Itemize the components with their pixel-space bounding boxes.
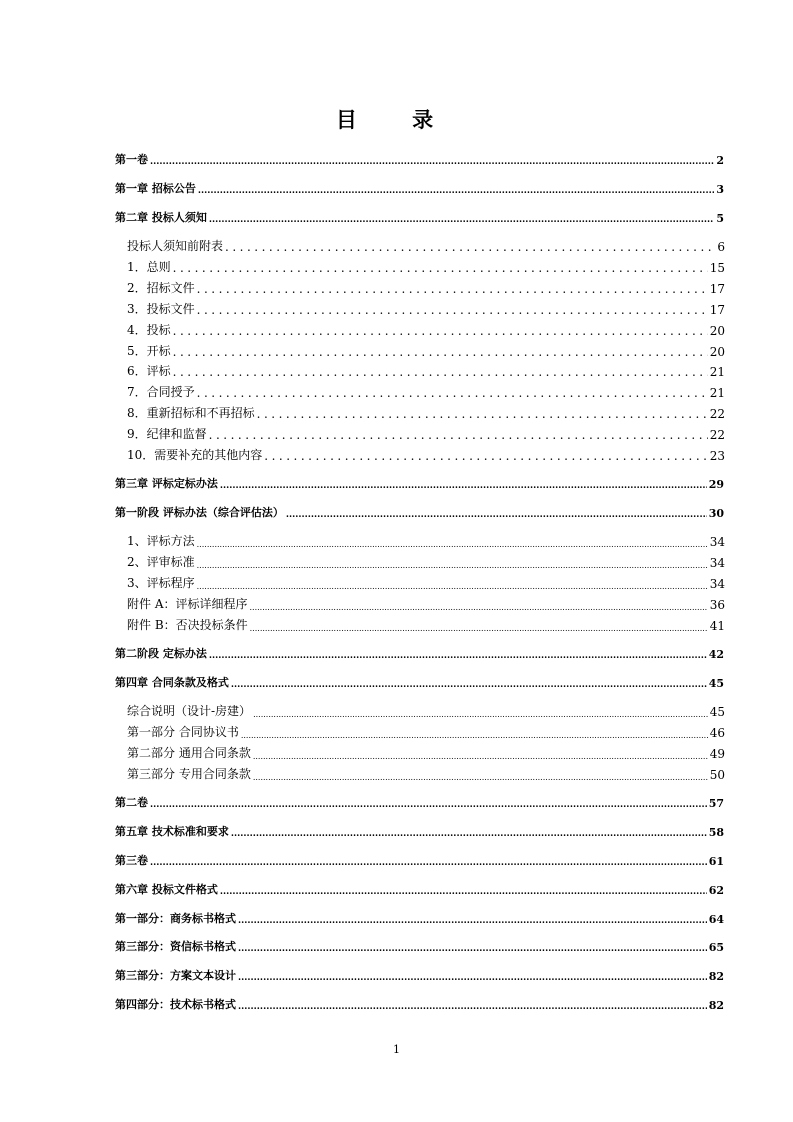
page-number: 1 [393,1043,400,1056]
dot-leader [238,973,707,983]
dot-leader [197,582,708,591]
dot-leader [209,651,707,661]
toc-entry-label: 第二章 投标人须知 [115,211,207,224]
dot-leader [257,407,708,421]
toc-entry-label: 2．招标文件 [127,281,195,295]
toc-entry-page: 2 [716,154,724,167]
toc-entry[interactable] [127,616,725,633]
toc-entry[interactable] [127,574,725,591]
toc-entry[interactable] [115,823,724,839]
toc-entry[interactable] [115,209,724,225]
dot-leader [209,428,708,442]
toc-entry-label: 投标人须知前附表 [127,239,224,253]
toc-entry-page: 21 [709,386,725,400]
toc-entry[interactable] [127,404,725,421]
dot-leader [238,1002,707,1012]
toc-entry-page: 22 [709,407,725,421]
toc-entry[interactable] [115,674,724,690]
toc-entry-page: 21 [709,365,725,379]
toc-entry[interactable] [115,794,724,810]
toc-entry-page: 20 [709,345,725,359]
dot-leader [253,752,708,761]
toc-entry[interactable] [127,532,725,549]
toc-entry[interactable] [127,300,725,317]
toc-entry-label: 第二阶段 定标办法 [115,647,207,660]
dot-leader [238,916,707,926]
toc-entry-label: 8．重新招标和不再招标 [127,406,255,420]
toc-entry-label: 第三章 评标定标办法 [115,477,218,490]
toc-entry-label: 10．需要补充的其他内容 [127,448,263,462]
toc-entry[interactable] [127,425,725,442]
toc-entry-label: 第四章 合同条款及格式 [115,676,229,689]
toc-entry[interactable] [115,151,724,167]
toc-title: 目 录 [335,107,458,132]
dot-leader [286,510,707,520]
toc-entry-label: 2、评审标准 [127,555,195,569]
toc-entry-page: 5 [716,212,724,225]
toc-entry[interactable] [127,723,725,740]
toc-entry-label: 第一阶段 评标办法（综合评估法） [115,506,284,519]
toc-entry[interactable] [127,744,725,761]
toc-entry-label: 第五章 技术标准和要求 [115,825,229,838]
dot-leader [209,215,715,225]
toc-entry-page: 15 [709,261,725,275]
toc-entry-label: 7．合同授予 [127,385,195,399]
toc-entry[interactable] [115,967,724,983]
toc-entry-page: 34 [709,577,725,591]
toc-entry[interactable] [115,910,724,926]
dot-leader [231,680,707,690]
toc-entry[interactable] [127,279,725,296]
toc-entry[interactable] [127,765,725,782]
toc-entry-page: 82 [708,970,724,983]
toc-entry-page: 41 [709,619,725,633]
toc-entry-label: 第六章 投标文件格式 [115,883,218,896]
dot-leader [150,858,707,868]
toc-entry-page: 34 [709,535,725,549]
toc-entry-page: 17 [709,282,725,296]
dot-leader [150,800,707,810]
toc-entry-page: 34 [709,556,725,570]
toc-entry-label: 第一部分：商务标书格式 [115,912,236,925]
toc-entry-page: 50 [709,768,725,782]
toc-entry-label: 第二部分 通用合同条款 [127,746,251,760]
toc-entry-page: 58 [708,826,724,839]
toc-entry-label: 6．评标 [127,364,171,378]
toc-entry-page: 22 [709,428,725,442]
toc-entry[interactable] [127,595,725,612]
toc-entry-label: 5．开标 [127,344,171,358]
toc-entry-label: 附件 A：评标详细程序 [127,597,248,611]
toc-entry-page: 36 [709,598,725,612]
toc-entry-page: 3 [716,183,724,196]
toc-entry-page: 20 [709,324,725,338]
dot-leader [173,324,708,338]
toc-entry-label: 第三卷 [115,854,148,867]
dot-leader [197,282,708,296]
toc-entry-label: 第三部分：资信标书格式 [115,940,236,953]
toc-entry-page: 42 [708,648,724,661]
toc-entry-page: 64 [708,913,724,926]
toc-entry-label: 附件 B：否决投标条件 [127,618,248,632]
toc-entry[interactable] [127,553,725,570]
toc-entry-page: 61 [708,855,724,868]
dot-leader [220,887,707,897]
toc-entry[interactable] [127,237,725,254]
dot-leader [197,303,708,317]
dot-leader [198,186,715,196]
dot-leader [197,540,708,549]
toc-entry-page: 30 [708,507,724,520]
dot-leader [249,603,707,612]
toc-entry[interactable] [115,996,724,1012]
toc-entry-page: 6 [717,240,725,254]
toc-entry[interactable] [115,645,724,661]
toc-entry[interactable] [115,938,724,954]
dot-leader [253,773,708,782]
toc-entry-label: 综合说明（设计-房建） [127,704,252,718]
toc-entry[interactable] [115,881,724,897]
toc-entry-page: 49 [709,747,725,761]
toc-entry-page: 62 [708,884,724,897]
toc-entry-page: 46 [709,726,725,740]
toc-entry-page: 45 [708,677,724,690]
toc-entry[interactable] [127,383,725,400]
dot-leader [220,481,707,491]
dot-leader [250,624,708,633]
toc-entry[interactable] [115,180,724,196]
toc-entry-label: 第一卷 [115,153,148,166]
toc-entry-label: 3．投标文件 [127,302,195,316]
toc-entry-page: 45 [709,705,725,719]
dot-leader [173,261,708,275]
toc-entry-page: 82 [708,999,724,1012]
toc-entry-label: 第三部分：方案文本设计 [115,969,236,982]
toc-entry[interactable] [127,321,725,338]
toc-entry-label: 4．投标 [127,323,171,337]
toc-entry-label: 第一部分 合同协议书 [127,725,239,739]
toc-entry[interactable] [127,362,725,379]
toc-entry-label: 1．总则 [127,260,171,274]
dot-leader [231,829,707,839]
toc-entry-page: 65 [708,941,724,954]
toc-entry-label: 第一章 招标公告 [115,182,196,195]
toc-entry-label: 第四部分：技术标书格式 [115,998,236,1011]
toc-entry[interactable] [127,342,725,359]
toc-entry-page: 23 [709,449,725,463]
toc-entry-label: 第三部分 专用合同条款 [127,767,251,781]
toc-entry[interactable] [127,702,725,719]
dot-leader [150,157,714,167]
dot-leader [173,345,708,359]
toc-entry-label: 第二卷 [115,796,148,809]
toc-entry-page: 17 [709,303,725,317]
dot-leader [173,365,708,379]
dot-leader [238,944,707,954]
toc-entry-label: 3、评标程序 [127,576,195,590]
toc-entry-label: 9．纪律和监督 [127,427,207,441]
toc-entry-page: 57 [708,797,724,810]
dot-leader [197,386,708,400]
toc-entry-label: 1、评标方法 [127,534,195,548]
dot-leader [241,731,708,740]
toc-entry[interactable] [115,852,724,868]
toc-entry[interactable] [115,475,724,491]
dot-leader [197,561,708,570]
toc-entry[interactable] [127,258,725,275]
dot-leader [264,449,707,463]
toc-entry[interactable] [127,446,725,463]
toc-entry[interactable] [115,504,724,520]
toc-entry-page: 29 [708,478,724,491]
dot-leader [225,240,715,254]
dot-leader [253,710,708,719]
